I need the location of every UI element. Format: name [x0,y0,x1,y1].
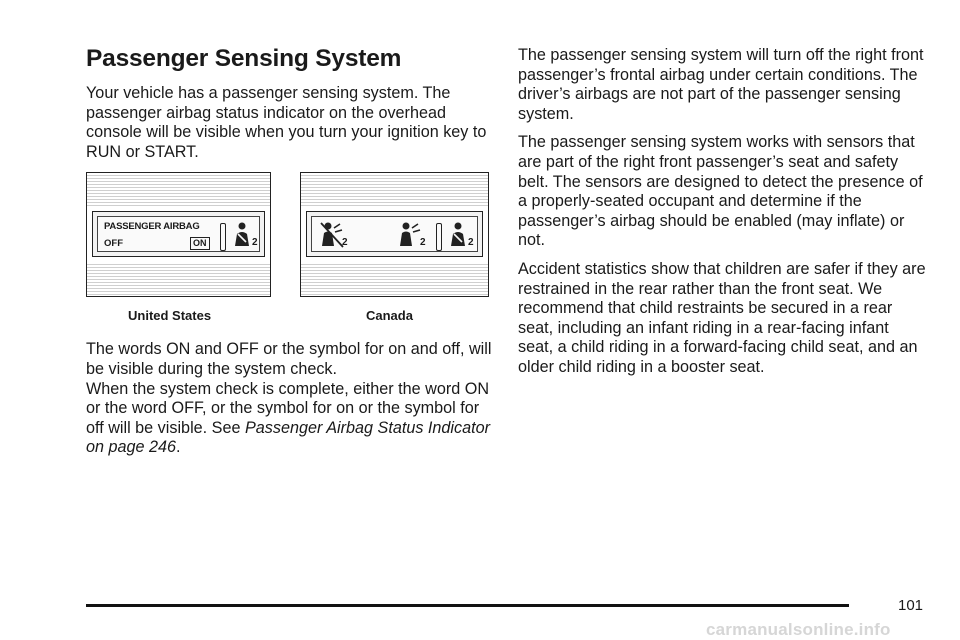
right-paragraph-1: The passenger sensing system will turn off the right front passenger’s frontal airbag under certain conditions. The driver’s airbags are not part of the passenger sensing system. [518,46,924,123]
us-display: PASSENGER AIRBAG OFF ON 2 [92,211,265,257]
right-paragraph-2: The passenger sensing system works with sensors that are part of the right front passenger’s seat and safety belt. The sensors are designed to detect the presence of a properly-seated occupant and determine if the passenger’s airbag should be enabled (may inflate) or not. [518,133,923,250]
canada-caption: Canada [366,308,413,324]
indicator-figure [86,172,496,332]
cross-reference-link[interactable]: Passenger Airbag Status Indicator on page 246 [86,418,491,457]
watermark: carmanualsonline.info [706,620,891,639]
on-label: ON [190,237,210,250]
right-paragraph-3: Accident statistics show that children are safer if they are restrained in the rear rather than the front seat. We recommend that child restraints be secured in a rear seat, including an infant riding in a rear-facing infant seat, a child riding in a forward-facing child seat, and an older child riding in a booster seat. [518,259,926,376]
airbag-off-symbol-icon [320,222,344,248]
seated-occupant-icon [232,222,252,248]
right-column [518,46,928,387]
airbag-on-symbol-icon [398,222,422,248]
indicator-bar [220,223,226,251]
system-check-paragraph: The words ON and OFF or the symbol for on and off, will be visible during the system check. [86,340,492,378]
left-column [86,84,496,467]
canada-indicator-panel [300,172,489,297]
canada-display: 2 2 2 [306,211,483,257]
page-title: Passenger Sensing System [86,45,402,72]
indicator-bar [436,223,442,251]
footer-rule [86,604,849,607]
check-complete-paragraph: When the system check is complete, either the word ON or the word OFF, or the symbol for on or the symbol for off will be visible. See Passenger Airbag Status Indicator on page 246. [86,379,491,457]
seated-occupant-icon [448,222,468,248]
off-label: OFF [104,238,123,250]
intro-paragraph: Your vehicle has a passenger sensing system. The passenger airbag status indicator on the overhead console will be visible when you turn your ignition key to RUN or START. [86,84,487,161]
page-number: 101 [898,597,924,614]
us-caption: United States [128,308,212,324]
passenger-airbag-label: PASSENGER AIRBAG [104,221,200,233]
us-indicator-panel [86,172,271,297]
